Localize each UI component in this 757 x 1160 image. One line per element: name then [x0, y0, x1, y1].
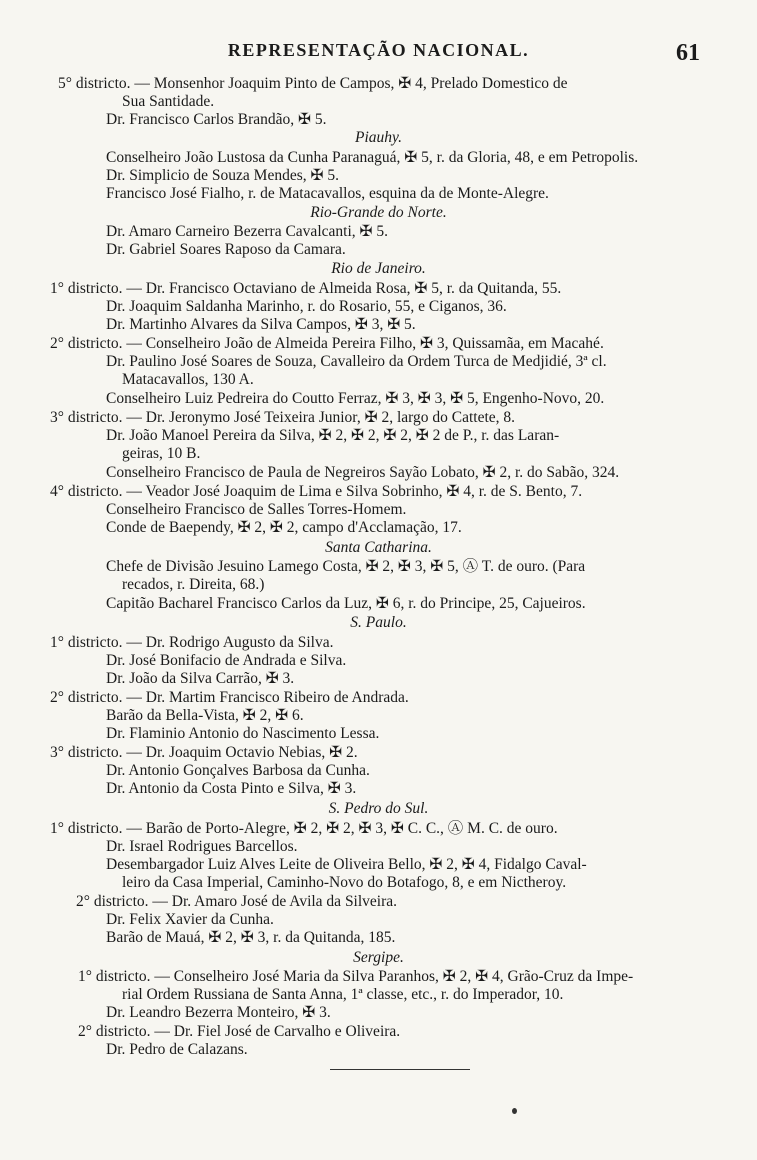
text-line: Dr. Francisco Carlos Brandão, ✠ 5.	[106, 111, 327, 128]
closing-rule	[330, 1069, 470, 1070]
text-line: Dr. Antonio Gonçalves Barbosa da Cunha.	[106, 762, 370, 779]
text-line: 2° districto. — Dr. Fiel José de Carvalho e Oliveira.	[78, 1023, 401, 1040]
text-line: 1° districto. — Conselheiro José Maria da Silva Paranhos, ✠ 2, ✠ 4, Grão-Cruz da Impe-	[78, 968, 634, 985]
text-line: 2° districto. — Dr. Amaro José de Avila da Silveira.	[76, 893, 398, 910]
text-line: 1° districto. — Barão de Porto-Alegre, ✠ 2, ✠ 2, ✠ 3, ✠ C. C., Ⓐ M. C. de ouro.	[50, 820, 558, 837]
text-line: 4° districto. — Veador José Joaquim de Lima e Silva Sobrinho, ✠ 4, r. de S. Bento, 7.	[50, 483, 583, 500]
text-line: Dr. Antonio da Costa Pinto e Silva, ✠ 3.	[106, 780, 357, 797]
text-line: Dr. Leandro Bezerra Monteiro, ✠ 3.	[106, 1004, 331, 1021]
text-line: 3° districto. — Dr. Joaquim Octavio Nebias, ✠ 2.	[50, 744, 358, 761]
text-line: Conselheiro João Lustosa da Cunha Paranaguá, ✠ 5, r. da Gloria, 48, e em Petropolis.	[106, 149, 639, 166]
text-line: Conselheiro Luiz Pedreira do Coutto Ferraz, ✠ 3, ✠ 3, ✠ 5, Engenho-Novo, 20.	[106, 390, 605, 407]
text-line: 3° districto. — Dr. Jeronymo José Teixeira Junior, ✠ 2, largo do Cattete, 8.	[50, 409, 516, 426]
page-header-title: REPRESENTAÇÃO NACIONAL.	[227, 40, 530, 60]
text-line: rial Ordem Russiana de Santa Anna, 1ª classe, etc., r. do Imperador, 10.	[122, 986, 564, 1003]
text-line: Desembargador Luiz Alves Leite de Oliveira Bello, ✠ 2, ✠ 4, Fidalgo Caval-	[106, 856, 587, 873]
text-line: 1° districto. — Dr. Francisco Octaviano de Almeida Rosa, ✠ 5, r. da Quitanda, 55.	[50, 280, 562, 297]
text-line: Dr. Flaminio Antonio do Nascimento Lessa.	[106, 725, 380, 742]
text-line: Dr. José Bonifacio de Andrada e Silva.	[106, 652, 347, 669]
text-line: leiro da Casa Imperial, Caminho-Novo do Botafogo, 8, e em Nictheroy.	[122, 874, 567, 891]
text-line: 2° districto. — Dr. Martim Francisco Ribeiro de Andrada.	[50, 689, 409, 706]
text-line: Matacavallos, 130 A.	[122, 371, 254, 388]
text-line: Francisco José Fialho, r. de Matacavallos, esquina da de Monte-Alegre.	[106, 185, 549, 202]
section-heading: Rio-Grande do Norte.	[310, 204, 447, 221]
text-line: Conselheiro Francisco de Paula de Negreiros Sayão Lobato, ✠ 2, r. do Sabão, 324.	[106, 464, 620, 481]
text-line: Dr. João da Silva Carrão, ✠ 3.	[106, 670, 295, 687]
text-line: Dr. Israel Rodrigues Barcellos.	[106, 838, 298, 855]
text-line: Dr. Joaquim Saldanha Marinho, r. do Rosario, 55, e Ciganos, 36.	[106, 298, 507, 315]
text-line: Conde de Baependy, ✠ 2, ✠ 2, campo d'Acclamação, 17.	[106, 519, 462, 536]
text-line: 5° districto. — Monsenhor Joaquim Pinto de Campos, ✠ 4, Prelado Domestico de	[58, 75, 568, 92]
text-line: 1° districto. — Dr. Rodrigo Augusto da Silva.	[50, 634, 334, 651]
text-line: Dr. Felix Xavier da Cunha.	[106, 911, 274, 928]
page-number: 61	[676, 40, 700, 66]
section-heading: Piauhy.	[355, 129, 402, 146]
text-line: Dr. Paulino José Soares de Souza, Cavalleiro da Ordem Turca de Medjidié, 3ª cl.	[106, 353, 607, 370]
text-line: Sua Santidade.	[122, 93, 215, 110]
text-line: Capitão Bacharel Francisco Carlos da Luz, ✠ 6, r. do Principe, 25, Cajueiros.	[106, 595, 586, 612]
text-line: 2° districto. — Conselheiro João de Almeida Pereira Filho, ✠ 3, Quissamãa, em Macahé.	[50, 335, 604, 352]
section-heading: Santa Catharina.	[325, 539, 432, 556]
text-line: Dr. Simplicio de Souza Mendes, ✠ 5.	[106, 167, 339, 184]
text-line: recados, r. Direita, 68.)	[122, 576, 265, 593]
section-heading: Rio de Janeiro.	[331, 260, 426, 277]
text-line: Chefe de Divisão Jesuino Lamego Costa, ✠ 2, ✠ 3, ✠ 5, Ⓐ T. de ouro. (Para	[106, 558, 586, 575]
section-heading: Sergipe.	[353, 949, 404, 966]
text-line: Dr. Amaro Carneiro Bezerra Cavalcanti, ✠ 5.	[106, 223, 388, 240]
text-line: Dr. Martinho Alvares da Silva Campos, ✠ 3, ✠ 5.	[106, 316, 416, 333]
ink-mark	[512, 1108, 517, 1114]
text-line: Conselheiro Francisco de Salles Torres-Homem.	[106, 501, 407, 518]
text-line: geiras, 10 B.	[122, 445, 201, 462]
text-line: Barão de Mauá, ✠ 2, ✠ 3, r. da Quitanda, 185.	[106, 929, 396, 946]
text-line: Barão da Bella-Vista, ✠ 2, ✠ 6.	[106, 707, 304, 724]
section-heading: S. Paulo.	[350, 614, 407, 631]
text-line: Dr. Gabriel Soares Raposo da Camara.	[106, 241, 346, 258]
section-heading: S. Pedro do Sul.	[328, 800, 429, 817]
text-line: Dr. Pedro de Calazans.	[106, 1041, 248, 1058]
text-line: Dr. João Manoel Pereira da Silva, ✠ 2, ✠ 2, ✠ 2, ✠ 2 de P., r. das Laran-	[106, 427, 560, 444]
